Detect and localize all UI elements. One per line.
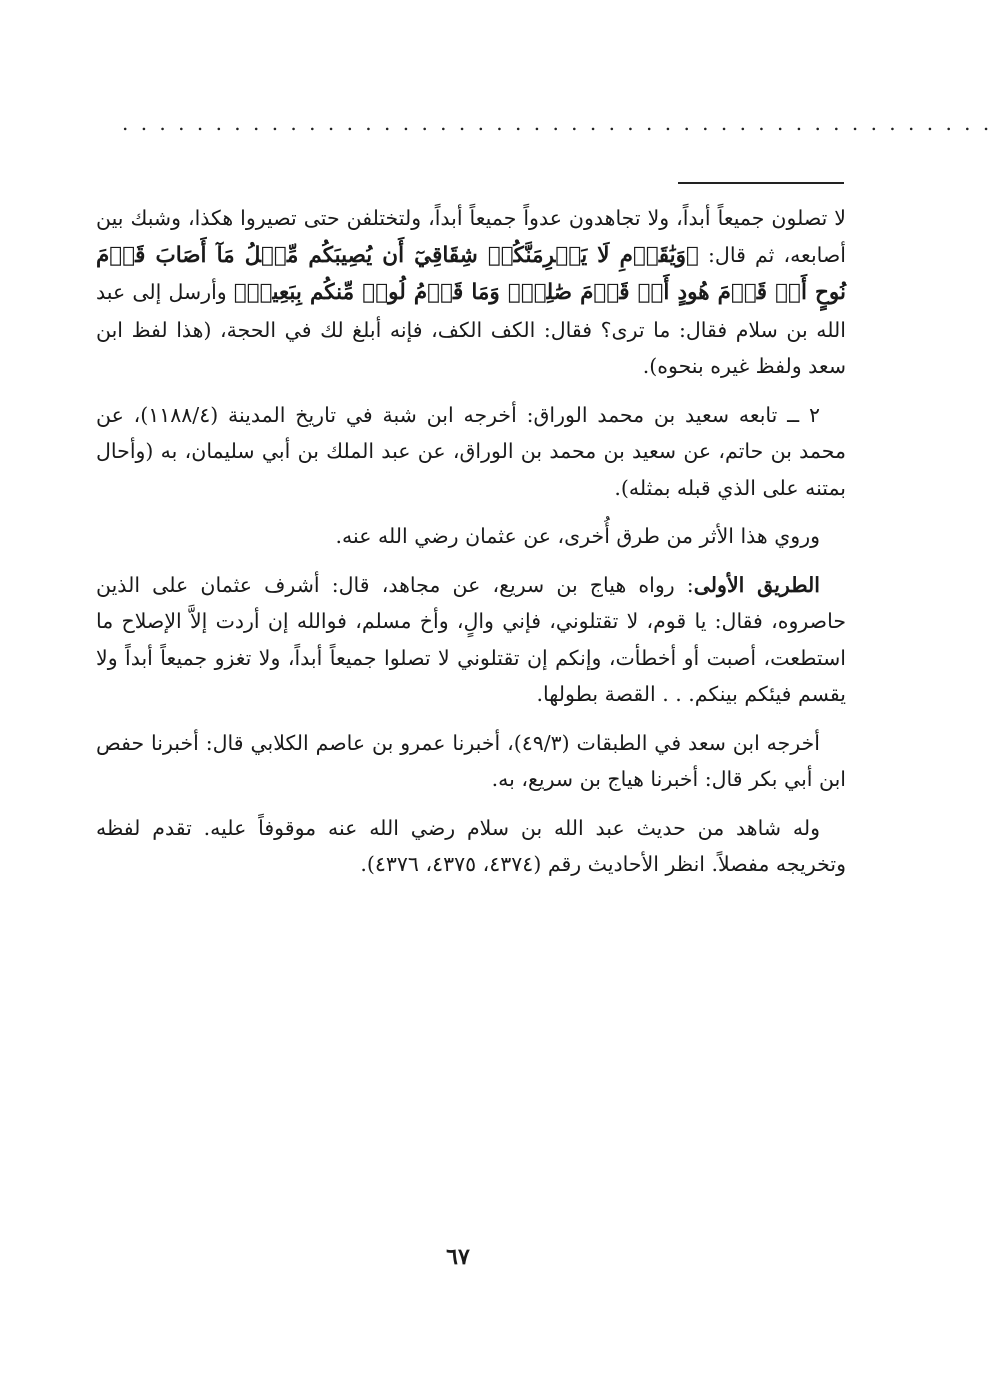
paragraph-quote-before: لا تصلون جميعاً أبداً، ولا تجاهدون عدواً جميعاً أبداً، ولتختلفن حتى تصيروا هكذا، وشبك بين أصابعه، ثم قال: (96, 206, 847, 267)
dotted-separator: . . . . . . . . . . . . . . . . . . . . . . . . . . . . . . . . . . . . . . . . . . . . . . . (122, 111, 992, 135)
footnote-body (96, 200, 846, 895)
quran-verse: ﴿وَيَٰقَوۡمِ لَا يَجۡرِمَنَّكُمۡ شِقَاقِيٓ أَن يُصِيبَكُم مِّثۡلُ مَآ أَصَابَ قَوۡمَ نُوحٍ أَوۡ قَوۡمَ هُودٍ أَوۡ قَوۡمَ صَٰلِحٖۚ وَمَا قَوۡمُ لُوطٖ مِّنكُم بِبَعِيدٖ﴾ (96, 242, 847, 305)
paragraph-second-narration: ٢ ــ تابعه سعيد بن محمد الوراق: أخرجه ابن شبة في تاريخ المدينة (١١٨٨/٤)، عن محمد بن حاتم، عن سعيد بن محمد بن الوراق، عن عبد الملك بن أبي سليمان، به (وأحال بمتنه على الذي قبله بمثله). (96, 402, 846, 500)
paragraph-quote-after: وأرسل إلى عبد الله بن سلام فقال: ما ترى؟ فقال: الكف الكف، فإنه أبلغ لك في الحجة، (هذا لفظ ابن سعد ولفظ غيره بنحوه). (96, 280, 846, 378)
paragraph-quote (96, 200, 846, 385)
page-number: ٦٧ (446, 1244, 470, 1270)
paragraph-other-routes: وروي هذا الأثر من طرق أُخرى، عن عثمان رضي الله عنه. (335, 524, 820, 548)
first-route-text: : رواه هياج بن سريع، عن مجاهد، قال: أشرف عثمان على الذين حاصروه، فقال: يا قوم، لا تقتلوني، فإني والٍ، وأخ مسلم، فوالله إن أردت إلاَّ الإصلاح ما استطعت، أصبت أو أخطأت، وإنكم إن تقتلوني لا تصلوا جميعاً أبداً، ولا تغزو جميعاً أبداً ولا يقسم فيئكم بينكم. . . القصة بطولها. (96, 572, 846, 706)
paragraph-first-route (96, 567, 846, 713)
paragraph-witness: وله شاهد من حديث عبد الله بن سلام رضي الله عنه موقوفاً عليه. تقدم لفظه وتخريجه مفصلاً. انظر الأحاديث رقم (٤٣٧٤، ٤٣٧٥، ٤٣٧٦). (96, 815, 846, 876)
paragraph-ibn-saad-source: أخرجه ابن سعد في الطبقات (٤٩/٣)، أخبرنا عمرو بن عاصم الكلابي قال: أخبرنا حفص ابن أبي بكر قال: أخبرنا هياج بن سريع، به. (96, 730, 846, 791)
footnote-rule (678, 182, 844, 184)
first-route-heading: الطريق الأولى (693, 572, 820, 597)
